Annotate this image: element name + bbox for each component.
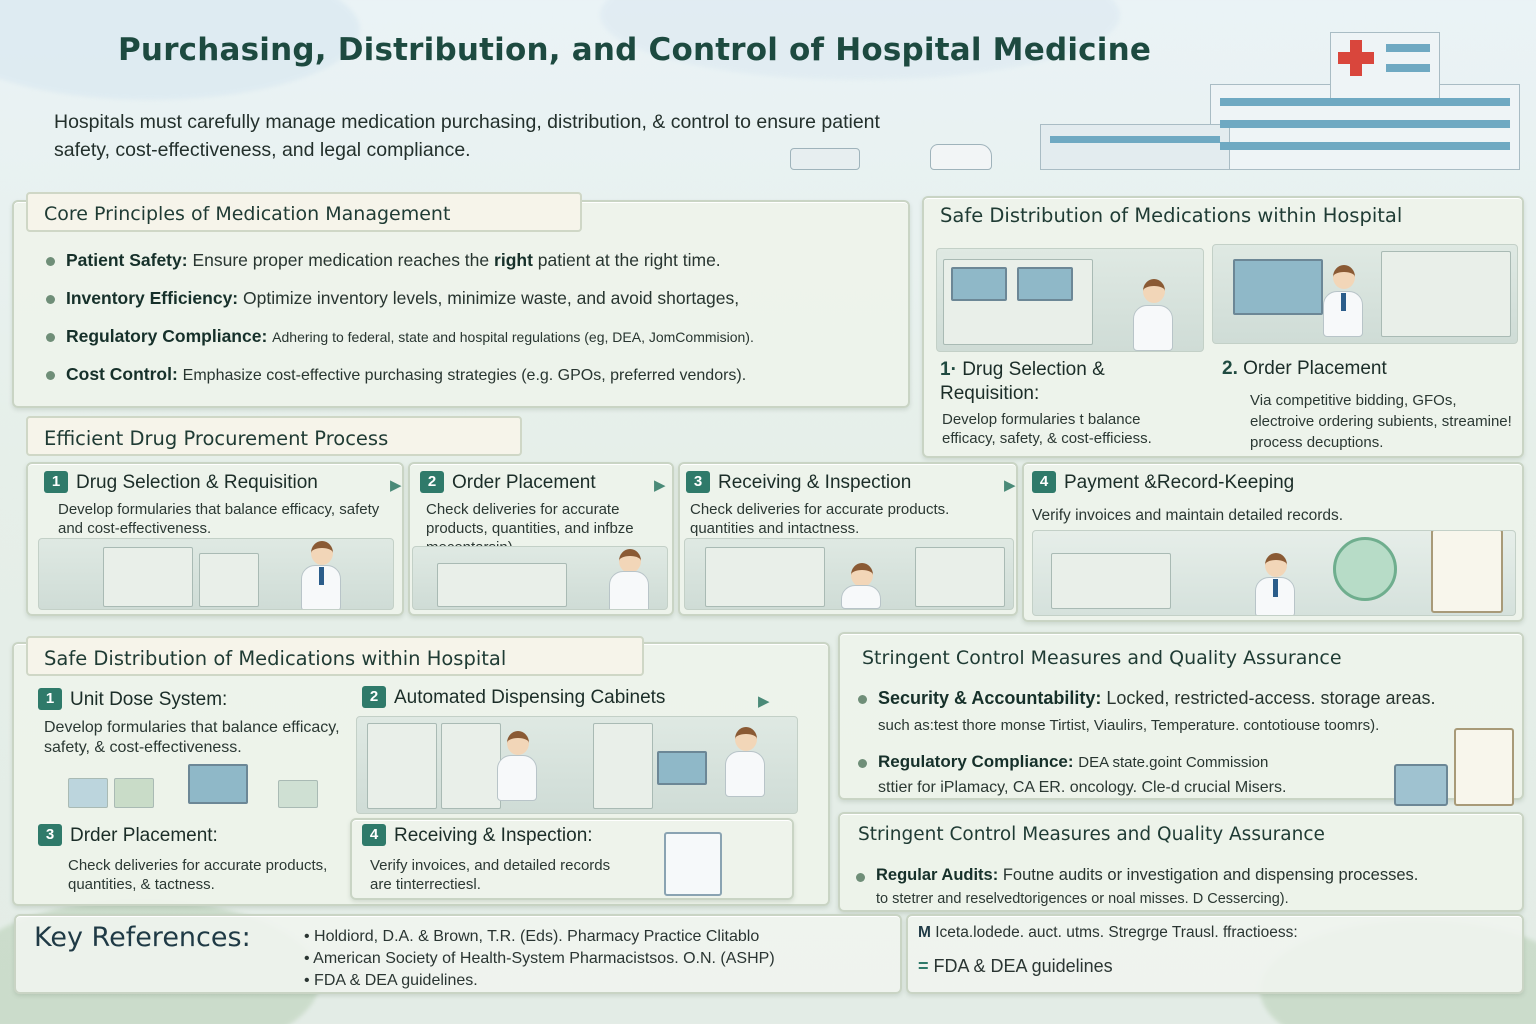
automated-cabinets-title: 2 Automated Dispensing Cabinets: [362, 686, 665, 709]
invoice-icon: [664, 832, 722, 896]
arrow-right-icon: ▶: [654, 477, 666, 494]
core-item-patient-safety: Patient Safety: Ensure proper medication reaches the right patient at the right time.: [66, 250, 721, 270]
control-measures-heading-2: Stringent Control Measures and Quality Assurance: [858, 824, 1325, 845]
red-cross-icon: [1336, 38, 1376, 78]
procurement-scene-3: [684, 538, 1014, 610]
arrow-right-icon: ▶: [390, 477, 402, 494]
reference-item: = FDA & DEA guidelines: [918, 956, 1113, 976]
safe-top-step2-desc: Via competitive bidding, GFOs, electroive ordering subients, streamine! process decuptions.: [1250, 392, 1512, 451]
page-title: Purchasing, Distribution, and Control of Hospital Medicine: [118, 32, 1152, 68]
procurement-step2-title: 2 Order Placement: [420, 471, 596, 494]
intro-text: Hospitals must carefully manage medication purchasing, distribution, & control to ensure patient safety, cost-effectiveness, and legal compliance.: [54, 111, 880, 161]
arrow-right-icon: ▶: [1004, 477, 1016, 494]
arrow-right-icon: ▶: [758, 693, 770, 710]
reference-item: • Holdiord, D.A. & Brown, T.R. (Eds). Pharmacy Practice Clitablo: [304, 928, 760, 945]
procurement-step4-title: 4 Payment &Record-Keeping: [1032, 471, 1294, 494]
pharmacy-scene-1: [936, 248, 1204, 352]
safe-distribution-bottom-heading: Safe Distribution of Medications within Hospital: [26, 636, 644, 676]
pharmacy-scene-2: [1212, 244, 1518, 344]
procurement-step3-title: 3 Receiving & Inspection: [686, 471, 911, 494]
unit-dose-title: 1 Unit Dose System:: [38, 688, 227, 711]
regulatory-item: Regulatory Compliance: DEA state.goint Commission: [878, 752, 1269, 771]
reference-item: • American Society of Health-System Pharmacistsos. O.N. (ASHP): [304, 950, 775, 967]
references-list-left: [304, 926, 775, 992]
order-placement-desc: Check deliveries for accurate products, quantities, & tactness.: [68, 857, 328, 893]
core-item-cost-control: Cost Control: Emphasize cost-effective purchasing strategies (e.g. GPOs, preferred vendors).: [66, 364, 747, 384]
clipboard-icon: [1394, 728, 1518, 824]
safe-distribution-top-heading: Safe Distribution of Medications within Hospital: [940, 204, 1403, 227]
procurement-step2-desc: Check deliveries for accurate products, quantities, and infbze: [426, 501, 634, 537]
unit-dose-desc: Develop formularies that balance efficacy, safety, & cost-effectiveness.: [44, 719, 340, 756]
automated-cabinets-scene: [356, 716, 798, 814]
ambulance-icon: [930, 144, 992, 170]
safe-top-step1-title: 1· Drug Selection & Requisition:: [940, 359, 1105, 404]
core-item-inventory-efficiency: Inventory Efficiency: Optimize inventory levels, minimize waste, and avoid shortages,: [66, 288, 740, 308]
regulatory-item-detail: sttier for iPlamacy, CA ER. oncology. Cle-d crucial Misers.: [878, 779, 1287, 796]
receiving-desc: Verify invoices, and detailed records are tinterrectiesl.: [370, 857, 611, 893]
control-measures-heading: Stringent Control Measures and Quality Assurance: [862, 647, 1342, 669]
reference-item: M Iceta.lodede. auct. utms. Stregrge Trausl. ffractioess:: [918, 924, 1298, 941]
order-placement-title: 3 Drder Placement:: [38, 824, 218, 847]
reference-item: • FDA & DEA guidelines.: [304, 972, 478, 989]
safe-top-step1-desc: Develop formularies t balance efficacy, safety, & cost-efficiess.: [942, 411, 1152, 447]
money-icon: [1333, 537, 1397, 601]
unit-dose-scene: [38, 756, 338, 812]
procurement-step1-desc: Develop formularies that balance efficacy, safety and cost-effectiveness.: [58, 501, 380, 537]
procurement-step4-desc: Verify invoices and maintain detailed records.: [1032, 507, 1344, 524]
security-item: Security & Accountability: Locked, restricted-access. storage areas.: [878, 688, 1436, 708]
procurement-heading: Efficient Drug Procurement Process: [26, 416, 522, 456]
references-heading: Key References:: [34, 922, 251, 953]
core-principles-heading: Core Principles of Medication Management: [26, 192, 582, 232]
receiving-title: 4 Receiving & Inspection:: [362, 824, 593, 847]
procurement-scene-1: [38, 538, 394, 610]
security-item-detail: such as:test thore monse Tirtist, Viaulirs, Temperature. contotiouse toomrs).: [878, 717, 1380, 734]
core-item-regulatory-compliance: Regulatory Compliance: Adhering to federal, state and hospital regulations (eg, DEA, JomCommision).: [66, 326, 754, 346]
audits-item: Regular Audits: Foutne audits or investigation and dispensing processes.: [876, 866, 1419, 884]
procurement-step3-desc: Check deliveries for accurate products. quantities and intactness.: [690, 501, 950, 537]
procurement-scene-4: [1032, 530, 1516, 616]
procurement-step1-title: 1 Drug Selection & Requisition: [44, 471, 318, 494]
clipboard-icon: [1431, 530, 1503, 613]
procurement-scene-2: [412, 546, 668, 610]
safe-top-step2-title: 2. Order Placement: [1222, 358, 1387, 379]
audits-item-detail: to stetrer and reselvedtorigences or noal misses. D Cessercing).: [876, 891, 1289, 907]
